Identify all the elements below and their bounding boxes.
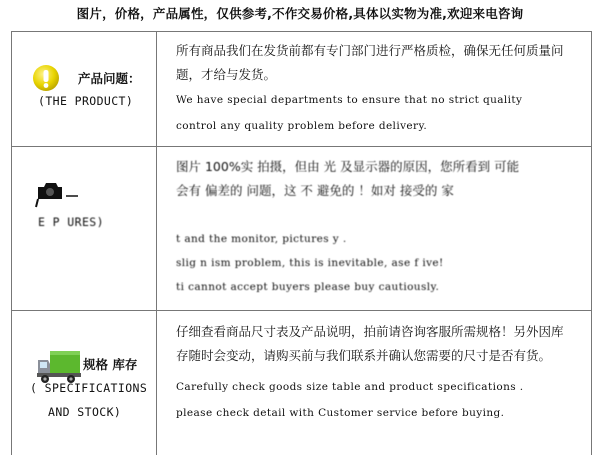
pictures-text-cn-line-blank bbox=[176, 203, 576, 227]
pictures-text-en-line: t and the monitor, pictures y . bbox=[176, 233, 347, 245]
specs-title-en-2: AND STOCK) bbox=[48, 405, 122, 419]
specs-title-en: ( SPECIFICATIONS bbox=[30, 381, 148, 395]
specs-text-cn-line: 仔细查看商品尺寸表及产品说明，拍前请咨询客服所需规格！另外因库 bbox=[176, 324, 564, 339]
row-pictures-content bbox=[176, 155, 576, 299]
specs-text-cn-line: 存随时会变动，请购买前与我们联系并确认您需要的尺寸是否有货。 bbox=[176, 348, 552, 363]
specs-text-en-line: Carefully check goods size table and product specifications . bbox=[176, 381, 524, 393]
row-specs-header bbox=[12, 310, 156, 455]
truck-icon bbox=[36, 348, 82, 384]
specs-text-en-line: please check detail with Customer service before buying. bbox=[176, 407, 505, 419]
product-text-cn-line: 题，才给与发货。 bbox=[176, 67, 277, 82]
product-title-en: (THE PRODUCT) bbox=[38, 94, 134, 108]
row-specs-content bbox=[176, 320, 576, 426]
product-text-en-line: We have special departments to ensure that no strict quality bbox=[176, 94, 523, 106]
pictures-text-cn-line: 会有 偏差的 问题，这 不 避免的 ！如对 接受的 家 bbox=[176, 183, 454, 198]
pictures-title-en: E P URES) bbox=[38, 215, 104, 229]
row-pictures-header bbox=[12, 146, 156, 310]
product-text-cn-line: 所有商品我们在发货前都有专门部门进行严格质检，确保无任何质量问 bbox=[176, 43, 564, 58]
product-text-en-line: control any quality problem before delivery. bbox=[176, 120, 428, 132]
pictures-text-en-line: slig n ism problem, this is inevitable, ase f ive! bbox=[176, 257, 444, 269]
pictures-text-cn-line: 图片 100%实 拍摄，但由 光 及显示器的原因，您所看到 可能 bbox=[176, 159, 520, 174]
specs-title-cn: 规格 库存 bbox=[83, 357, 138, 372]
product-title-cn: 产品问题： bbox=[78, 71, 141, 86]
page-header-note: 图片，价格，产品属性，仅供参考,不作交易价格,具体以实物为准,欢迎来电咨询 bbox=[76, 6, 524, 21]
column-divider bbox=[156, 31, 157, 455]
row-product-header bbox=[12, 31, 156, 146]
exclamation-circle-icon bbox=[32, 64, 60, 92]
info-table bbox=[11, 31, 592, 455]
camera-icon bbox=[34, 179, 80, 209]
row-product-content bbox=[176, 39, 576, 139]
pictures-text-en-line: ti cannot accept buyers please buy cautiously. bbox=[176, 281, 440, 293]
